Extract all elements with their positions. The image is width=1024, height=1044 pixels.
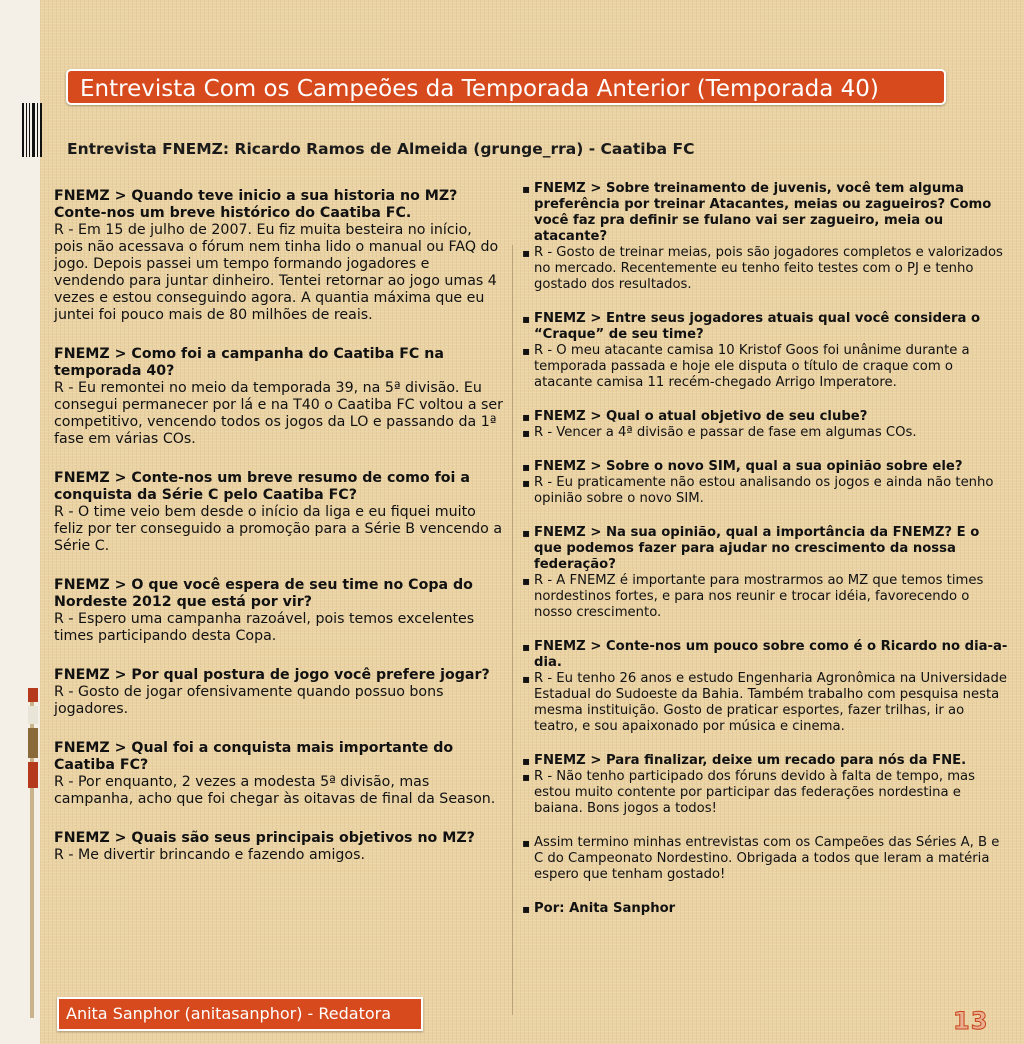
question: FNEMZ > Quando teve inicio a sua historia no MZ? Conte-nos um breve histórico do Caatiba FC. [54, 188, 458, 221]
qa-block [54, 667, 504, 718]
page-number: 13 [953, 1007, 989, 1035]
author-tag: Anita Sanphor (anitasanphor) - Redatora [57, 997, 423, 1031]
answer: ▪ R - Gosto de treinar meias, pois são jogadores completos e valorizados no mercado. Recentemente eu tenho feito testes com o PJ e tenho gostado dos resultados. [522, 245, 1010, 293]
qa-block [522, 459, 1010, 507]
side-color-blocks [28, 688, 38, 792]
answer: R - Gosto de jogar ofensivamente quando possuo bons jogadores. [54, 684, 444, 717]
question: FNEMZ > O que você espera de seu time no Copa do Nordeste 2012 que está por vir? [54, 577, 473, 610]
question: FNEMZ > Conte-nos um breve resumo de como foi a conquista da Série C pelo Caatiba FC? [54, 470, 470, 503]
answer: R - O time veio bem desde o início da liga e eu fiquei muito feliz por ter conseguido a promoção para a Série B vencendo a Série C. [54, 504, 503, 554]
answer: ▪ R - Eu tenho 26 anos e estudo Engenharia Agronômica na Universidade Estadual do Sudoeste da Bahia. Também trabalho com pesquisa nesta mesma instituição. Gosto de praticar esportes, fazer trilhas, ir ao teatro, e sou apaixonado por música e cinema. [522, 671, 1010, 735]
question: ▪ FNEMZ > Qual o atual objetivo de seu clube? [522, 409, 1010, 425]
question: ▪ FNEMZ > Sobre treinamento de juvenis, você tem alguma preferência por treinar Atacantes, meias ou zagueiros? Como você faz pra definir se fulano vai ser zagueiro, meia ou atacante? [522, 181, 1010, 245]
interview-subtitle: Entrevista FNEMZ: Ricardo Ramos de Almeida (grunge_rra) - Caatiba FC [67, 140, 695, 158]
page-title-banner: Entrevista Com os Campeões da Temporada Anterior (Temporada 40) [66, 69, 946, 105]
qa-block [522, 639, 1010, 735]
answer: R - Espero uma campanha razoável, pois temos excelentes times participando desta Copa. [54, 611, 475, 644]
qa-block [54, 740, 504, 808]
question: ▪ FNEMZ > Entre seus jogadores atuais qual você considera o “Craque” de seu time? [522, 311, 1010, 343]
question: ▪ FNEMZ > Conte-nos um pouco sobre como é o Ricardo no dia-a-dia. [522, 639, 1010, 671]
qa-block [54, 830, 504, 864]
answer: ▪ R - Eu praticamente não estou analisando os jogos e ainda não tenho opinião sobre o novo SIM. [522, 475, 1010, 507]
question: FNEMZ > Como foi a campanha do Caatiba FC na temporada 40? [54, 346, 444, 379]
answer: ▪ R - Vencer a 4ª divisão e passar de fase em algumas COs. [522, 425, 1010, 441]
question: FNEMZ > Quais são seus principais objetivos no MZ? [54, 830, 475, 846]
qa-block [54, 470, 504, 555]
qa-block [522, 409, 1010, 441]
column-divider [512, 245, 513, 1015]
barcode-decoration [22, 103, 42, 157]
byline-block [522, 901, 1010, 917]
left-column [54, 188, 504, 886]
answer: ▪ R - A FNEMZ é importante para mostrarmos ao MZ que temos times nordestinos fortes, e para nos reunir e trocar idéia, favorecendo o nosso crescimento. [522, 573, 1010, 621]
right-column [522, 181, 1010, 935]
qa-block [522, 311, 1010, 391]
answer: R - Por enquanto, 2 vezes a modesta 5ª divisão, mas campanha, acho que foi chegar às oitavas de final da Season. [54, 774, 496, 807]
qa-block [54, 346, 504, 448]
byline: ▪ Por: Anita Sanphor [522, 901, 1010, 917]
qa-block [522, 753, 1010, 817]
qa-block [522, 181, 1010, 293]
qa-block [522, 525, 1010, 621]
answer: ▪ R - O meu atacante camisa 10 Kristof Goos foi unânime durante a temporada passada e hoje ele disputa o título de craque com o atacante camisa 11 recém-chegado Arrigo Imperatore. [522, 343, 1010, 391]
question: FNEMZ > Qual foi a conquista mais importante do Caatiba FC? [54, 740, 454, 773]
answer: R - Em 15 de julho de 2007. Eu fiz muita besteira no início, pois não acessava o fórum nem tinha lido o manual ou FAQ do jogo. Depois passei um tempo formando jogadores e vendendo para juntar dinheiro. Tentei retornar ao jogo umas 4 vezes e estou conseguindo agora. A quantia máxima que eu juntei foi pouco mais de 80 milhões de reais. [54, 222, 499, 323]
question: FNEMZ > Por qual postura de jogo você prefere jogar? [54, 667, 490, 683]
closing-text: ▪ Assim termino minhas entrevistas com os Campeões das Séries A, B e C do Campeonato Nordestino. Obrigada a todos que leram a matéria espero que tenham gostado! [522, 835, 1010, 883]
question: ▪ FNEMZ > Sobre o novo SIM, qual a sua opinião sobre ele? [522, 459, 1010, 475]
question: ▪ FNEMZ > Na sua opinião, qual a importância da FNEMZ? E o que podemos fazer para ajudar no crescimento da nossa federação? [522, 525, 1010, 573]
answer: ▪ R - Não tenho participado dos fóruns devido à falta de tempo, mas estou muito contente por participar das federações nordestina e baiana. Bons jogos a todos! [522, 769, 1010, 817]
answer: R - Me divertir brincando e fazendo amigos. [54, 847, 366, 863]
qa-block [54, 577, 504, 645]
question: ▪ FNEMZ > Para finalizar, deixe um recado para nós da FNE. [522, 753, 1010, 769]
closing-block [522, 835, 1010, 883]
qa-block [54, 188, 504, 324]
answer: R - Eu remontei no meio da temporada 39, na 5ª divisão. Eu consegui permanecer por lá e na T40 o Caatiba FC voltou a ser competitivo, vencendo todos os jogos da LO e passando da 1ª fase em várias COs. [54, 380, 503, 447]
